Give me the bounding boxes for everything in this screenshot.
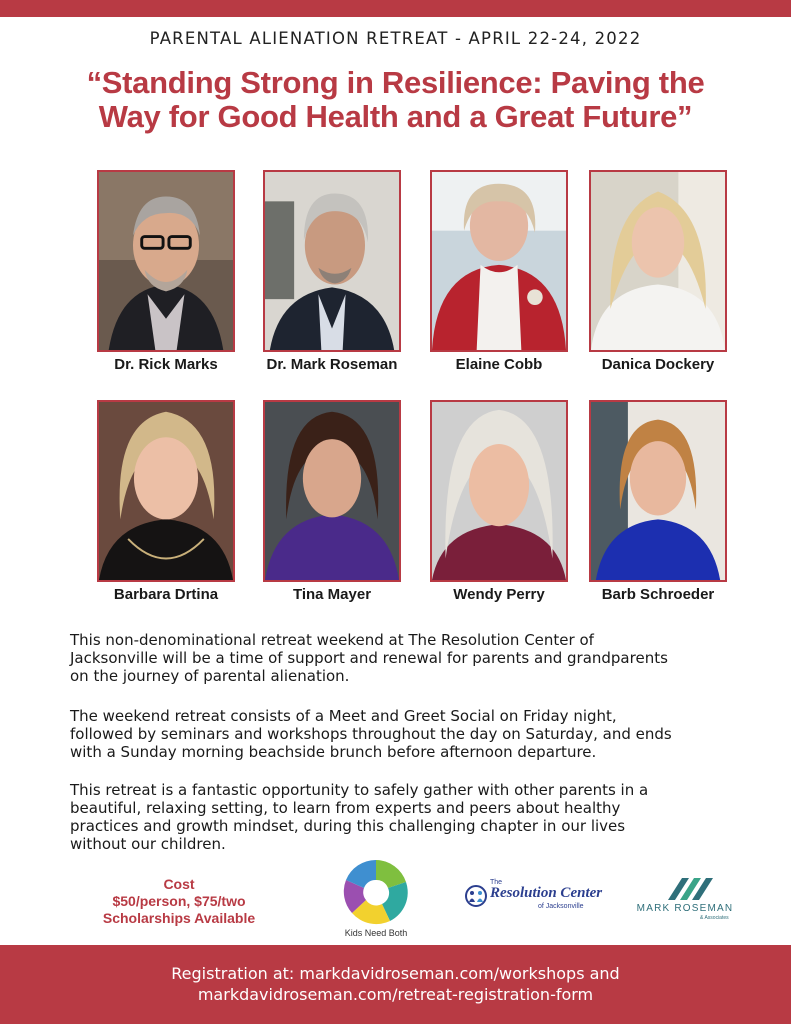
speaker-card [97, 170, 235, 373]
text-line: beautiful, relaxing setting, to learn from experts and peers about healthy [70, 799, 621, 817]
speaker-card [430, 400, 568, 603]
resolution-center-sub: of Jacksonville [538, 903, 584, 910]
speaker-card [263, 170, 401, 373]
speaker-card [97, 400, 235, 603]
speaker-card [430, 170, 568, 373]
resolution-center-name: Resolution Center [490, 885, 603, 901]
text-line: The weekend retreat consists of a Meet and Greet Social on Friday night, [70, 707, 617, 725]
speaker-photo [97, 170, 235, 352]
speaker-name: Dr. Rick Marks [114, 356, 218, 373]
text-line: without our children. [70, 835, 226, 853]
speaker-name: Barb Schroeder [601, 586, 715, 603]
description-paragraph-3 [70, 781, 730, 853]
speaker-photo [430, 170, 568, 352]
family-circle-icon [464, 885, 488, 907]
description-paragraph-1 [70, 631, 730, 685]
resolution-center-the: The [490, 879, 503, 886]
kids-need-both-logo [330, 856, 422, 942]
cost-scholarships: Scholarships Available [102, 910, 256, 926]
top-accent-bar [0, 0, 791, 17]
registration-line-2[interactable]: markdavidroseman.com/retreat-registration-form [197, 985, 594, 1004]
speaker-photo [263, 400, 401, 582]
text-line: This non-denominational retreat weekend at The Resolution Center of [70, 631, 594, 649]
headline-line-1: “Standing Strong in Resilience: Paving the [86, 65, 705, 100]
headline [40, 66, 751, 134]
cost-info [70, 876, 288, 927]
speaker-photo [430, 400, 568, 582]
speaker-name: Wendy Perry [453, 586, 545, 603]
registration-line-1[interactable]: Registration at: markdavidroseman.com/workshops and [171, 964, 620, 983]
speaker-name: Dr. Mark Roseman [266, 356, 398, 373]
mark-roseman-name: MARK ROSEMAN [636, 903, 734, 914]
text-line: This retreat is a fantastic opportunity to safely gather with other parents in a [70, 781, 649, 799]
text-line: followed by seminars and workshops throughout the day on Saturday, and ends [70, 725, 672, 743]
speaker-card [263, 400, 401, 603]
description-paragraph-2 [70, 707, 730, 761]
headline-line-2: Way for Good Health and a Great Future” [98, 99, 693, 134]
speaker-card [589, 170, 727, 373]
event-title: PARENTAL ALIENATION RETREAT - APRIL 22-24, 2022 [149, 29, 642, 48]
speaker-photo [589, 170, 727, 352]
text-line: Jacksonville will be a time of support and renewal for parents and grandparents [70, 649, 668, 667]
speaker-card [589, 400, 727, 603]
cost-prices: $50/person, $75/two [112, 893, 246, 909]
text-line: practices and growth mindset, during this challenging chapter in our lives [70, 817, 626, 835]
resolution-center-logo [464, 881, 604, 917]
speaker-name: Danica Dockery [601, 356, 715, 373]
kids-need-both-caption: Kids Need Both [344, 928, 408, 938]
speaker-photo [97, 400, 235, 582]
speaker-photo [263, 170, 401, 352]
registration-text [0, 963, 791, 1005]
speaker-name: Elaine Cobb [455, 356, 543, 373]
kids-need-both-icon [330, 856, 422, 928]
mark-roseman-logo [630, 874, 740, 926]
speaker-name: Barbara Drtina [113, 586, 219, 603]
mark-roseman-sub: & Associates [700, 915, 729, 921]
speaker-photo [589, 400, 727, 582]
text-line: on the journey of parental alienation. [70, 667, 350, 685]
registration-footer [0, 945, 791, 1024]
stripes-icon [664, 874, 714, 900]
text-line: with a Sunday morning beachside brunch before afternoon departure. [70, 743, 597, 761]
cost-heading: Cost [163, 876, 195, 892]
speaker-name: Tina Mayer [292, 586, 372, 603]
